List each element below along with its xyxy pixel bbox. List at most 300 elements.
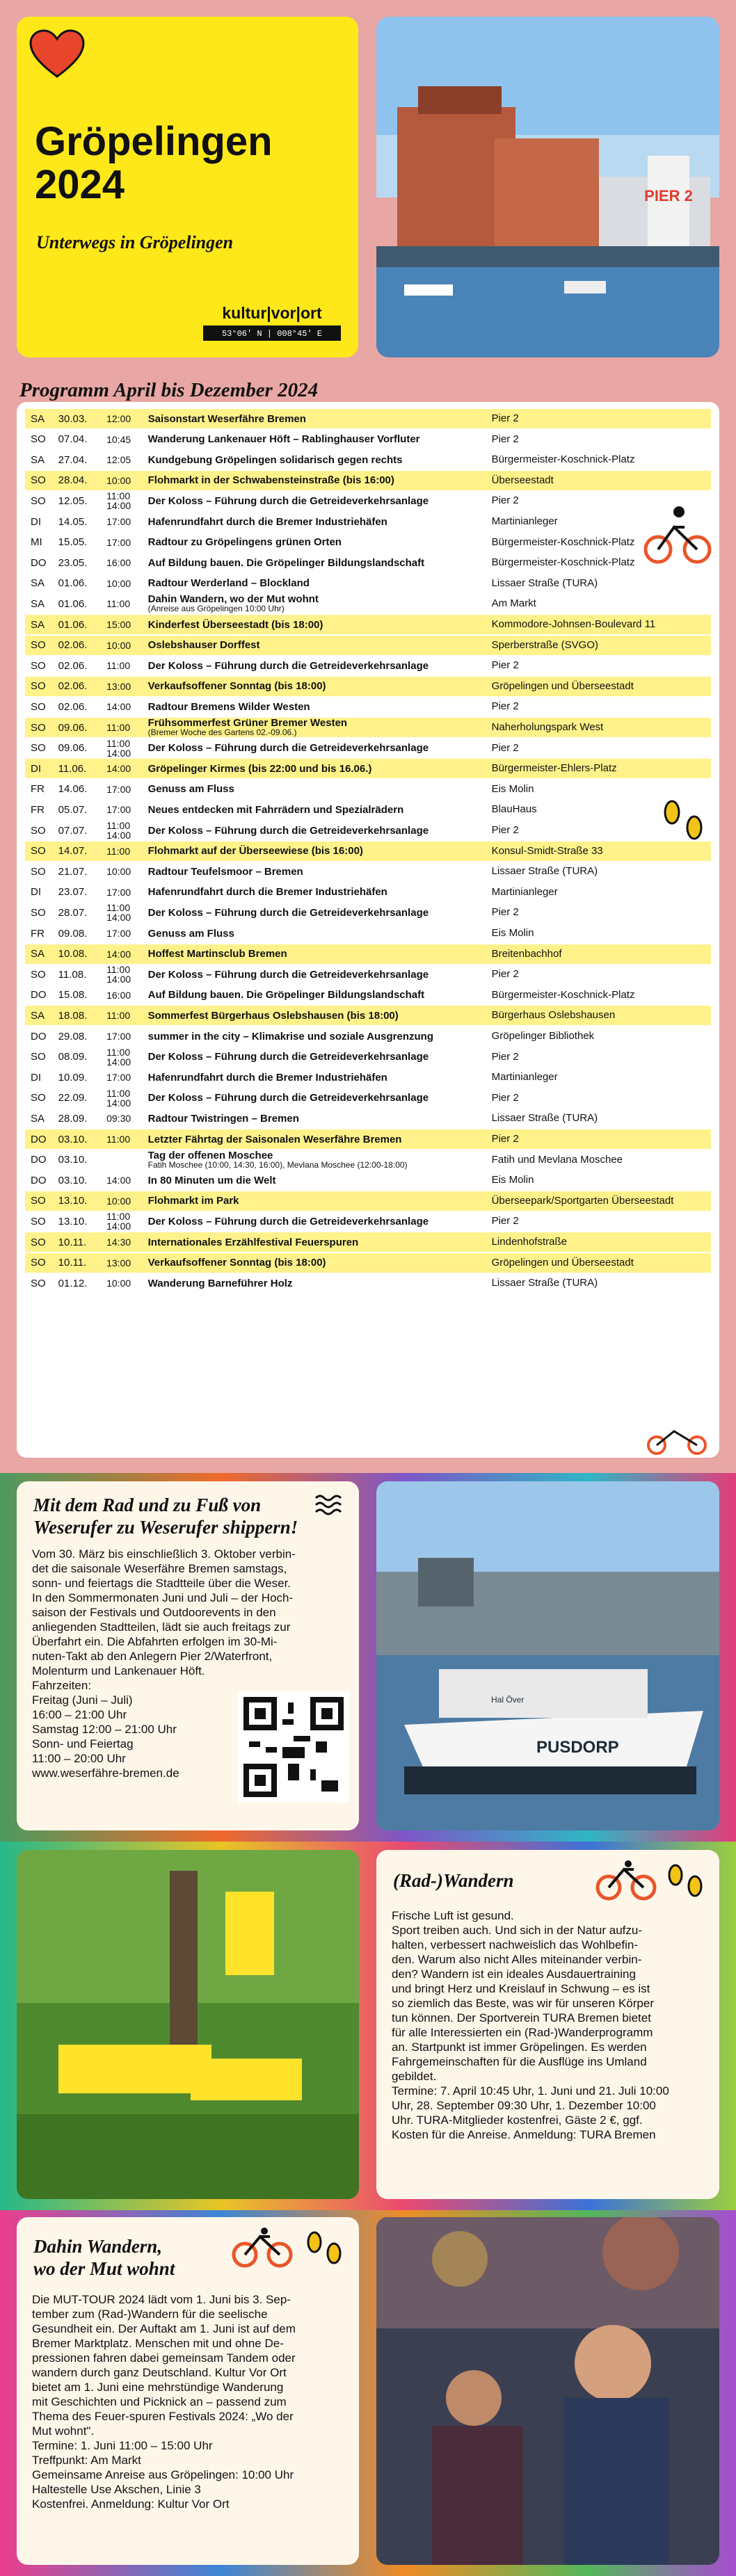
waves-icon <box>314 1492 345 1518</box>
row-day <box>25 1154 58 1166</box>
boat-small-label: Hal Över <box>491 1695 525 1705</box>
row-time-text: 11:00 <box>106 598 131 610</box>
table-row <box>25 656 711 675</box>
row-time <box>106 990 148 1000</box>
row-time-text: 11:00 <box>106 1046 131 1058</box>
row-time-text: 10:00 <box>106 866 131 878</box>
row-date <box>58 763 106 775</box>
row-date <box>58 804 106 816</box>
row-location <box>492 598 711 609</box>
row-event <box>148 496 492 506</box>
row-day-text: DO <box>31 1174 47 1186</box>
row-location <box>492 1052 711 1063</box>
row-day-text: FR <box>31 927 45 940</box>
row-event-text: Internationales Erzählfestival Feuerspuren <box>147 1236 359 1248</box>
row-location-text: Konsul-Smidt-Straße 33 <box>491 844 603 857</box>
row-day-text: SO <box>31 845 46 858</box>
row-date <box>58 516 106 528</box>
row-date <box>58 783 106 795</box>
row-time <box>106 1113 148 1123</box>
row-day <box>25 701 58 713</box>
row-location-text: Bürgermeister-Koschnick-Platz <box>491 556 635 569</box>
row-location <box>492 990 711 1001</box>
table-row <box>25 1068 711 1087</box>
row-time <box>106 579 148 588</box>
row-event <box>148 1113 492 1124</box>
row-event <box>148 718 492 737</box>
row-time <box>106 455 148 465</box>
row-event-text: Saisonstart Weserfähre Bremen <box>147 412 306 425</box>
row-event-text: Tag der offenen Moschee <box>147 1149 273 1161</box>
row-day <box>25 660 58 672</box>
row-note: (Anreise aus Gröpelingen 10:00 Uhr) <box>147 604 285 614</box>
row-time-text: 10:00 <box>106 474 131 486</box>
row-day <box>25 1237 58 1248</box>
row-day <box>25 886 58 898</box>
row-day-text: DO <box>31 1133 47 1145</box>
row-date <box>58 948 106 960</box>
row-event <box>148 1011 492 1021</box>
row-date-text: 14.05. <box>58 515 88 528</box>
row-date <box>58 660 106 672</box>
row-date <box>58 557 106 569</box>
row-location-text: Pier 2 <box>491 433 519 445</box>
row-day <box>25 969 58 981</box>
row-event <box>148 928 492 939</box>
row-event <box>148 702 492 712</box>
row-time <box>106 1211 148 1231</box>
row-event-text: Der Koloss – Führung durch die Getreideverkehrsanlage <box>147 824 429 837</box>
row-time-text: 11:00 <box>106 1211 131 1223</box>
table-row <box>25 1211 711 1231</box>
row-day <box>25 1072 58 1084</box>
table-row <box>25 718 711 737</box>
row-event-text: Radtour Werderland – Blockland <box>147 577 310 590</box>
row-date-text: 01.06. <box>58 597 88 610</box>
table-row <box>25 842 711 861</box>
row-day-text: SO <box>31 474 46 487</box>
row-event-text: Der Koloss – Führung durch die Getreideverkehrsanlage <box>147 1092 429 1104</box>
row-day <box>25 474 58 486</box>
row-date-text: 09.06. <box>58 721 88 734</box>
row-time <box>106 784 148 794</box>
row-day-text: SO <box>31 433 46 446</box>
harbor-photo <box>376 17 719 357</box>
row-day <box>25 1175 58 1186</box>
row-event-text: Kinderfest Überseestadt (bis 18:00) <box>147 618 323 631</box>
row-date-text: 03.10. <box>58 1154 88 1166</box>
table-row <box>25 1253 711 1273</box>
row-date <box>58 495 106 507</box>
row-location-text: Bürgermeister-Koschnick-Platz <box>491 536 635 548</box>
row-time-text: 16:00 <box>106 557 131 569</box>
row-time-text: 17:00 <box>106 886 131 898</box>
row-date <box>58 1237 106 1248</box>
bicycle-icon <box>593 1860 659 1901</box>
table-row <box>25 1150 711 1170</box>
row-time <box>106 661 148 670</box>
row-date <box>58 1031 106 1043</box>
row-day <box>25 1195 58 1207</box>
row-location-text: Pier 2 <box>491 700 519 713</box>
footprints-icon <box>302 2227 346 2269</box>
row-time-text: 11:00 <box>106 845 131 857</box>
row-date-text: 23.07. <box>58 886 88 899</box>
row-date <box>58 474 106 486</box>
row-day-text: FR <box>31 783 45 796</box>
row-day <box>25 454 58 466</box>
row-event <box>148 1150 492 1170</box>
pier2-sign: PIER 2 <box>644 187 693 204</box>
row-time-text: 10:00 <box>106 1195 131 1207</box>
row-date-text: 09.08. <box>58 927 88 940</box>
row-day-text: SO <box>31 1277 46 1289</box>
row-day <box>25 1257 58 1269</box>
row-date-text: 02.06. <box>58 700 88 713</box>
row-event-text: Radtour Twistringen – Bremen <box>147 1112 299 1125</box>
cyclist-icon <box>643 499 712 569</box>
table-row <box>25 512 711 531</box>
table-row <box>25 985 711 1005</box>
row-event-text: Auf Bildung bauen. Die Gröpelinger Bildungslandschaft <box>147 989 425 1001</box>
row-note: (Bremer Woche des Gartens 02.-09.06.) <box>147 727 297 737</box>
row-event <box>148 867 492 877</box>
row-event <box>148 764 492 774</box>
row-event <box>148 805 492 815</box>
row-location <box>492 969 711 980</box>
row-day-text: SO <box>31 824 46 837</box>
row-day <box>25 639 58 651</box>
row-date-text: 05.07. <box>58 803 88 816</box>
title-line-1: Gröpelingen <box>35 119 273 164</box>
row-time <box>106 1072 148 1082</box>
subtitle: Unterwegs in Gröpelingen <box>36 232 234 252</box>
row-time <box>106 1047 148 1067</box>
row-location <box>492 701 711 712</box>
row-day <box>25 557 58 569</box>
ferry-heading-line-2: Weserufer zu Weserufer shippern! <box>33 1517 298 1538</box>
row-date-text: 01.06. <box>58 577 88 590</box>
row-day-text: SO <box>31 659 46 672</box>
row-date-text: 28.04. <box>58 474 88 487</box>
row-time <box>106 723 148 732</box>
row-time <box>106 682 148 691</box>
row-location-text: Pier 2 <box>491 1050 519 1063</box>
row-day <box>25 1278 58 1289</box>
row-location <box>492 413 711 424</box>
row-event <box>148 1196 492 1206</box>
table-row <box>25 697 711 716</box>
row-time <box>106 867 148 876</box>
row-event-text: Wanderung Lankenauer Höft – Rablinghauser Vorfluter <box>147 433 420 446</box>
table-row <box>25 1109 711 1128</box>
row-time <box>106 1134 148 1144</box>
row-date <box>58 825 106 837</box>
row-event-text: Der Koloss – Führung durch die Getreideverkehrsanlage <box>147 968 429 981</box>
row-time <box>106 928 148 938</box>
row-location <box>492 619 711 630</box>
ferry-hours: Fahrzeiten: Freitag (Juni – Juli) 16:00 – 21:00 Uhr Samstag 12:00 – 21:00 Uhr Sonn- und Feiertag 11:00 – 20:00 Uhr www.weserfähre-bremen.de <box>32 1679 179 1780</box>
row-time <box>106 903 148 922</box>
row-day <box>25 1216 58 1227</box>
row-event <box>148 1134 492 1145</box>
row-date-text: 01.06. <box>58 618 88 631</box>
row-event-text: Hoffest Martinsclub Bremen <box>147 948 287 960</box>
row-time <box>106 821 148 840</box>
row-location-text: Pier 2 <box>491 659 519 672</box>
row-date <box>58 1175 106 1186</box>
row-time <box>106 435 148 444</box>
row-time-text: 11:00 <box>106 1087 131 1099</box>
row-event <box>148 475 492 485</box>
row-event-text: Der Koloss – Führung durch die Getreideverkehrsanlage <box>147 1051 429 1063</box>
row-location <box>492 866 711 877</box>
row-event <box>148 537 492 547</box>
row-day <box>25 1134 58 1145</box>
row-event-text: Flohmarkt im Park <box>147 1195 239 1207</box>
row-date <box>58 1113 106 1125</box>
row-time-second: 14:00 <box>106 974 131 985</box>
row-day <box>25 783 58 795</box>
row-date-text: 28.09. <box>58 1112 88 1125</box>
row-time-text: 12:05 <box>106 454 131 466</box>
row-date <box>58 1154 106 1166</box>
row-day-text: SA <box>31 577 45 590</box>
row-location-text: Bürgerhaus Oslebshausen <box>491 1009 616 1022</box>
row-time-text: 10:00 <box>106 639 131 651</box>
row-event <box>148 414 492 424</box>
row-day-text: SA <box>31 1112 45 1125</box>
row-day <box>25 1092 58 1104</box>
table-row <box>25 409 711 428</box>
row-event <box>148 743 492 753</box>
row-location <box>492 743 711 754</box>
row-date <box>58 433 106 445</box>
ferry-card <box>17 1481 359 1830</box>
row-location <box>492 1196 711 1207</box>
row-time <box>106 1258 148 1268</box>
row-time-text: 10:45 <box>106 433 131 445</box>
table-row <box>25 677 711 696</box>
program-table <box>17 402 719 1458</box>
row-location-text: BlauHaus <box>491 803 537 816</box>
row-date <box>58 1195 106 1207</box>
row-date-text: 10.11. <box>58 1236 87 1248</box>
row-day <box>25 825 58 837</box>
row-date <box>58 639 106 651</box>
row-event <box>148 887 492 897</box>
row-time-text: 10:00 <box>106 1278 131 1289</box>
row-date-text: 10.11. <box>58 1257 87 1269</box>
row-event-text: Sommerfest Bürgerhaus Oslebshausen (bis 18:00) <box>147 1009 399 1022</box>
table-row <box>25 924 711 943</box>
row-date-text: 02.06. <box>58 639 88 652</box>
row-location-text: Martinianleger <box>491 1071 558 1084</box>
table-row <box>25 883 711 902</box>
table-row <box>25 1170 711 1190</box>
row-time-text: 13:00 <box>106 680 131 692</box>
row-date <box>58 536 106 548</box>
row-date <box>58 680 106 692</box>
table-row <box>25 821 711 840</box>
row-note: Fatih Moschee (10:00, 14:30, 16:00), Mevlana Moschee (12:00-18:00) <box>147 1159 408 1170</box>
row-event-text: summer in the city – Klimakrise und soziale Ausgrenzung <box>147 1030 434 1043</box>
row-time <box>106 491 148 510</box>
row-location-text: Bürgermeister-Koschnick-Platz <box>491 988 635 1001</box>
row-day <box>25 804 58 816</box>
row-location <box>492 1237 711 1248</box>
table-row <box>25 800 711 819</box>
row-date-text: 01.12. <box>58 1277 88 1289</box>
table-row <box>25 1047 711 1067</box>
row-event <box>148 578 492 588</box>
row-location <box>492 1154 711 1166</box>
row-time <box>106 1175 148 1185</box>
row-day <box>25 433 58 445</box>
row-time-text: 11:00 <box>106 1010 131 1022</box>
row-day-text: SA <box>31 948 45 960</box>
row-day-text: SA <box>31 412 45 425</box>
row-location <box>492 1134 711 1145</box>
row-day-text: SO <box>31 1092 46 1104</box>
row-day <box>25 495 58 507</box>
row-location-text: Fatih und Mevlana Moschee <box>491 1153 623 1166</box>
row-date-text: 21.07. <box>58 865 88 878</box>
table-row <box>25 739 711 758</box>
row-event <box>148 990 492 1000</box>
table-row <box>25 1088 711 1108</box>
row-time <box>106 1088 148 1108</box>
row-time <box>106 764 148 773</box>
coordinates: 53°06' N | 008°45' E <box>203 327 341 341</box>
row-event-text: Hafenrundfahrt durch die Bremer Industriehäfen <box>147 515 387 528</box>
row-location <box>492 1093 711 1104</box>
row-event <box>148 1031 492 1042</box>
row-day-text: MI <box>31 536 42 549</box>
row-time-text: 11:00 <box>106 1134 131 1145</box>
row-time-text: 17:00 <box>106 783 131 795</box>
page-title <box>35 120 334 207</box>
row-location-text: Überseestadt <box>491 474 554 486</box>
row-day-text: SO <box>31 1195 46 1207</box>
row-time-text: 14:00 <box>106 1175 131 1186</box>
row-time-second: 14:00 <box>106 1221 131 1232</box>
row-day <box>25 619 58 631</box>
row-time-text: 17:00 <box>106 1072 131 1084</box>
row-location-text: Überseepark/Sportgarten Überseestadt <box>491 1194 674 1207</box>
row-location <box>492 640 711 651</box>
row-date <box>58 989 106 1001</box>
row-event <box>148 681 492 691</box>
row-time <box>106 846 148 856</box>
table-row <box>25 1027 711 1046</box>
row-time <box>106 965 148 984</box>
row-location-text: Pier 2 <box>491 906 519 919</box>
mut-card <box>17 2217 359 2565</box>
row-event-text: Auf Bildung bauen. Die Gröpelinger Bildungslandschaft <box>147 556 425 569</box>
cycling-card <box>376 1850 719 2199</box>
row-time-second: 14:00 <box>106 912 131 924</box>
row-day-text: DI <box>31 762 41 775</box>
row-date-text: 13.10. <box>58 1195 88 1207</box>
row-time <box>106 641 148 650</box>
row-day-text: DI <box>31 886 41 899</box>
row-date-text: 22.09. <box>58 1092 88 1104</box>
boat-name: PUSDORP <box>536 1738 619 1757</box>
row-date-text: 03.10. <box>58 1133 88 1145</box>
row-date-text: 02.06. <box>58 680 88 693</box>
row-day-text: DI <box>31 1071 41 1084</box>
row-date-text: 15.08. <box>58 989 88 1001</box>
row-location <box>492 1257 711 1269</box>
row-time-text: 14:00 <box>106 948 131 960</box>
row-day <box>25 722 58 734</box>
row-date <box>58 722 106 734</box>
row-date-text: 15.05. <box>58 536 88 549</box>
table-row <box>25 1191 711 1211</box>
row-event-text: Der Koloss – Führung durch die Getreideverkehrsanlage <box>147 906 429 919</box>
title-line-2: 2024 <box>35 162 125 207</box>
qr-code-icon[interactable] <box>238 1691 349 1803</box>
row-day <box>25 577 58 589</box>
row-day-text: SO <box>31 700 46 713</box>
logo-text: kultur|vor|ort <box>203 300 341 327</box>
row-event-text: Neues entdecken mit Fahrrädern und Spezialrädern <box>147 803 404 816</box>
row-event <box>148 908 492 918</box>
row-location-text: Pier 2 <box>491 741 519 754</box>
row-time-text: 17:00 <box>106 928 131 939</box>
crowd-photo <box>376 2217 719 2565</box>
row-location-text: Bürgermeister-Koschnick-Platz <box>491 453 635 466</box>
row-location <box>492 1072 711 1083</box>
row-location <box>492 928 711 939</box>
row-date <box>58 845 106 857</box>
mut-heading <box>33 2235 175 2280</box>
row-day <box>25 989 58 1001</box>
ferry-heading-line-1: Mit dem Rad und zu Fuß von <box>33 1495 262 1515</box>
row-day <box>25 1010 58 1022</box>
row-time-text: 11:00 <box>106 737 131 749</box>
row-day <box>25 1113 58 1125</box>
row-date <box>58 1010 106 1022</box>
row-event-text: Hafenrundfahrt durch die Bremer Industriehäfen <box>147 886 387 899</box>
park-photo <box>17 1850 359 2199</box>
row-time <box>106 1237 148 1247</box>
row-location-text: Lindenhofstraße <box>491 1236 567 1248</box>
row-location <box>492 1113 711 1124</box>
row-event <box>148 949 492 959</box>
row-time <box>106 739 148 758</box>
row-date-text: 07.04. <box>58 433 88 446</box>
row-location-text: Martinianleger <box>491 885 558 898</box>
row-location <box>492 1010 711 1021</box>
row-time-text: 17:00 <box>106 1031 131 1042</box>
row-location-text: Breitenbachhof <box>491 947 562 960</box>
row-location <box>492 887 711 898</box>
row-event <box>148 455 492 465</box>
row-location <box>492 1031 711 1042</box>
row-event-text: Radtour Bremens Wilder Westen <box>147 700 310 713</box>
row-event <box>148 1052 492 1062</box>
row-location-text: Lissaer Straße (TURA) <box>491 577 598 589</box>
table-row <box>25 615 711 634</box>
row-time-text: 17:00 <box>106 516 131 527</box>
ferry-body: Vom 30. März bis einschließlich 3. Oktober verbin- det die saisonale Weserfähre Bremen samstags, sonn- und feiertags die Stadtteile über die Weser. In den Sommermonaten Juni und Juli – der Hoch- saison der Festivals und Outdoorevents in den anliegenden Stadtteilen, lädt sie auch freitags zur Überfahrt ein. Die Abfahrten erfolgen im 30-Mi- nuten-Takt ab den Anlegern Pier 2/Waterfront, Molenturm und Lankenauer Höft. <box>32 1547 296 1677</box>
row-time <box>106 558 148 567</box>
row-date <box>58 413 106 425</box>
row-date-text: 14.06. <box>58 783 88 796</box>
row-location <box>492 1175 711 1186</box>
